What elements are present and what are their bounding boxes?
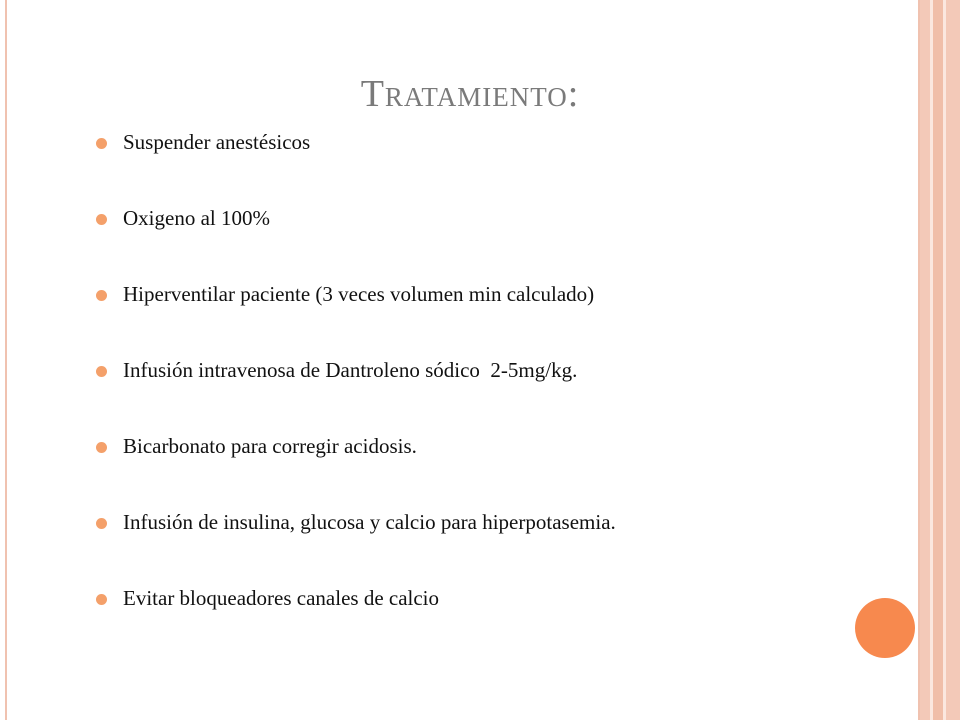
bullet-item [96,280,836,308]
bullet-item [96,584,836,612]
slide-title: Tratamiento: [360,73,580,115]
bullet-text: Infusión de insulina, glucosa y calcio para hiperpotasemia. [123,510,616,534]
bullet-item [96,432,836,460]
bullet-item [96,204,836,232]
bullet-text: Infusión intravenosa de Dantroleno sódico 2-5mg/kg. [123,358,578,382]
stripe [946,0,960,720]
bullet-text: Bicarbonato para corregir acidosis. [123,434,417,458]
bullet-text: Evitar bloqueadores canales de calcio [123,586,440,610]
bullet-icon [96,442,107,453]
bullet-text: Oxigeno al 100% [123,206,270,230]
bullet-item [96,508,683,536]
bullet-icon [96,518,107,529]
bullet-icon [96,138,107,149]
accent-circle [855,598,915,658]
bullet-icon [96,594,107,605]
bullet-text: Suspender anestésicos [123,130,311,154]
bullet-list [96,128,836,612]
bullet-icon [96,214,107,225]
bullet-text: Hiperventilar paciente (3 veces volumen min calculado) [123,282,595,306]
bullet-icon [96,366,107,377]
bullet-icon [96,290,107,301]
bullet-item [96,128,836,156]
bullet-item [96,356,836,384]
